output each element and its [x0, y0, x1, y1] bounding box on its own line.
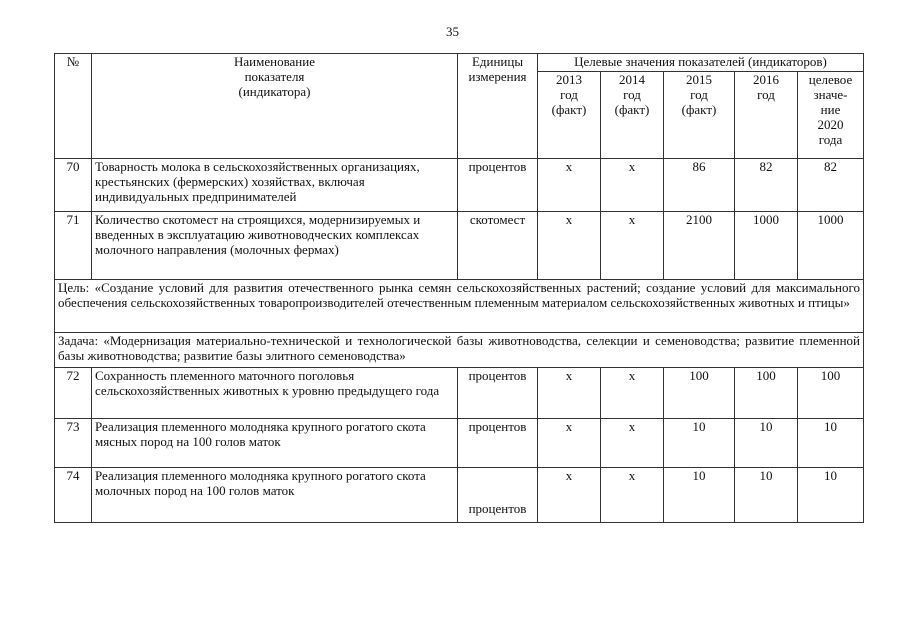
- table-row: [55, 468, 864, 523]
- row-name: Реализация племенного молодняка крупного рогатого скота молочных пород на 100 голов маток: [92, 468, 458, 523]
- header-year-2016: 2016 год: [735, 72, 798, 159]
- row-num: 74: [55, 468, 92, 523]
- header-target-group: Целевые значения показателей (индикаторов): [538, 54, 864, 72]
- row-value-2016: 82: [735, 159, 798, 212]
- row-num: 70: [55, 159, 92, 212]
- row-value-2016: 100: [735, 368, 798, 419]
- row-value-2013: х: [538, 368, 601, 419]
- row-value-2015: 10: [664, 468, 735, 523]
- indicators-table: [54, 53, 864, 523]
- header-year-2013: 2013 год (факт): [538, 72, 601, 159]
- task-row: [55, 333, 864, 368]
- row-value-2020: 1000: [798, 212, 864, 280]
- task-text: Задача: «Модернизация материально-технической и технологической базы животноводства, селекции и семеноводства; развитие племенной базы животноводства; развитие базы элитного семеноводства»: [55, 333, 864, 368]
- row-name: Сохранность племенного маточного поголовья сельскохозяйственных животных к уровню предыдущего года: [92, 368, 458, 419]
- row-value-2014: х: [601, 368, 664, 419]
- row-value-2013: х: [538, 159, 601, 212]
- table-row: [55, 212, 864, 280]
- table-row: [55, 368, 864, 419]
- table-row: [55, 159, 864, 212]
- row-value-2020: 10: [798, 419, 864, 468]
- header-year-2015: 2015 год (факт): [664, 72, 735, 159]
- row-num: 71: [55, 212, 92, 280]
- page-number: 35: [446, 24, 459, 39]
- row-num: 73: [55, 419, 92, 468]
- row-value-2016: 10: [735, 468, 798, 523]
- header-target-2020: целевое значе- ние 2020 года: [798, 72, 864, 159]
- goal-text: Цель: «Создание условий для развития отечественного рынка семян сельскохозяйственных растений; создание условий для максимального обеспечения сельскохозяйственных товаропроизводителей отечественным племенным материалом сельскохозяйственных животных и птицы»: [55, 280, 864, 333]
- header-row-top: [55, 54, 864, 72]
- row-value-2020: 82: [798, 159, 864, 212]
- row-name: Товарность молока в сельскохозяйственных организациях, крестьянских (фермерских) хозяйствах, включая индивидуальных предпринимателей: [92, 159, 458, 212]
- row-value-2016: 10: [735, 419, 798, 468]
- row-name: Количество скотомест на строящихся, модернизируемых и введенных в эксплуатацию животноводческих комплексах молочного направления (молочных фермах): [92, 212, 458, 280]
- row-value-2014: х: [601, 419, 664, 468]
- row-value-2015: 2100: [664, 212, 735, 280]
- row-unit: процентов: [458, 468, 538, 523]
- row-num: 72: [55, 368, 92, 419]
- row-value-2020: 100: [798, 368, 864, 419]
- row-value-2015: 10: [664, 419, 735, 468]
- header-unit: Единицы измерения: [458, 54, 538, 159]
- row-unit: процентов: [458, 419, 538, 468]
- row-name: Реализация племенного молодняка крупного рогатого скота мясных пород на 100 голов маток: [92, 419, 458, 468]
- row-unit: процентов: [458, 368, 538, 419]
- row-value-2013: х: [538, 468, 601, 523]
- goal-row: [55, 280, 864, 333]
- header-year-2014: 2014 год (факт): [601, 72, 664, 159]
- row-value-2020: 10: [798, 468, 864, 523]
- row-unit: процентов: [458, 159, 538, 212]
- row-value-2014: х: [601, 159, 664, 212]
- row-value-2014: х: [601, 468, 664, 523]
- row-value-2013: х: [538, 212, 601, 280]
- row-value-2013: х: [538, 419, 601, 468]
- row-value-2015: 100: [664, 368, 735, 419]
- row-unit: скотомест: [458, 212, 538, 280]
- row-value-2015: 86: [664, 159, 735, 212]
- header-name: Наименование показателя (индикатора): [92, 54, 458, 159]
- header-num: №: [55, 54, 92, 159]
- row-value-2016: 1000: [735, 212, 798, 280]
- row-value-2014: х: [601, 212, 664, 280]
- table-row: [55, 419, 864, 468]
